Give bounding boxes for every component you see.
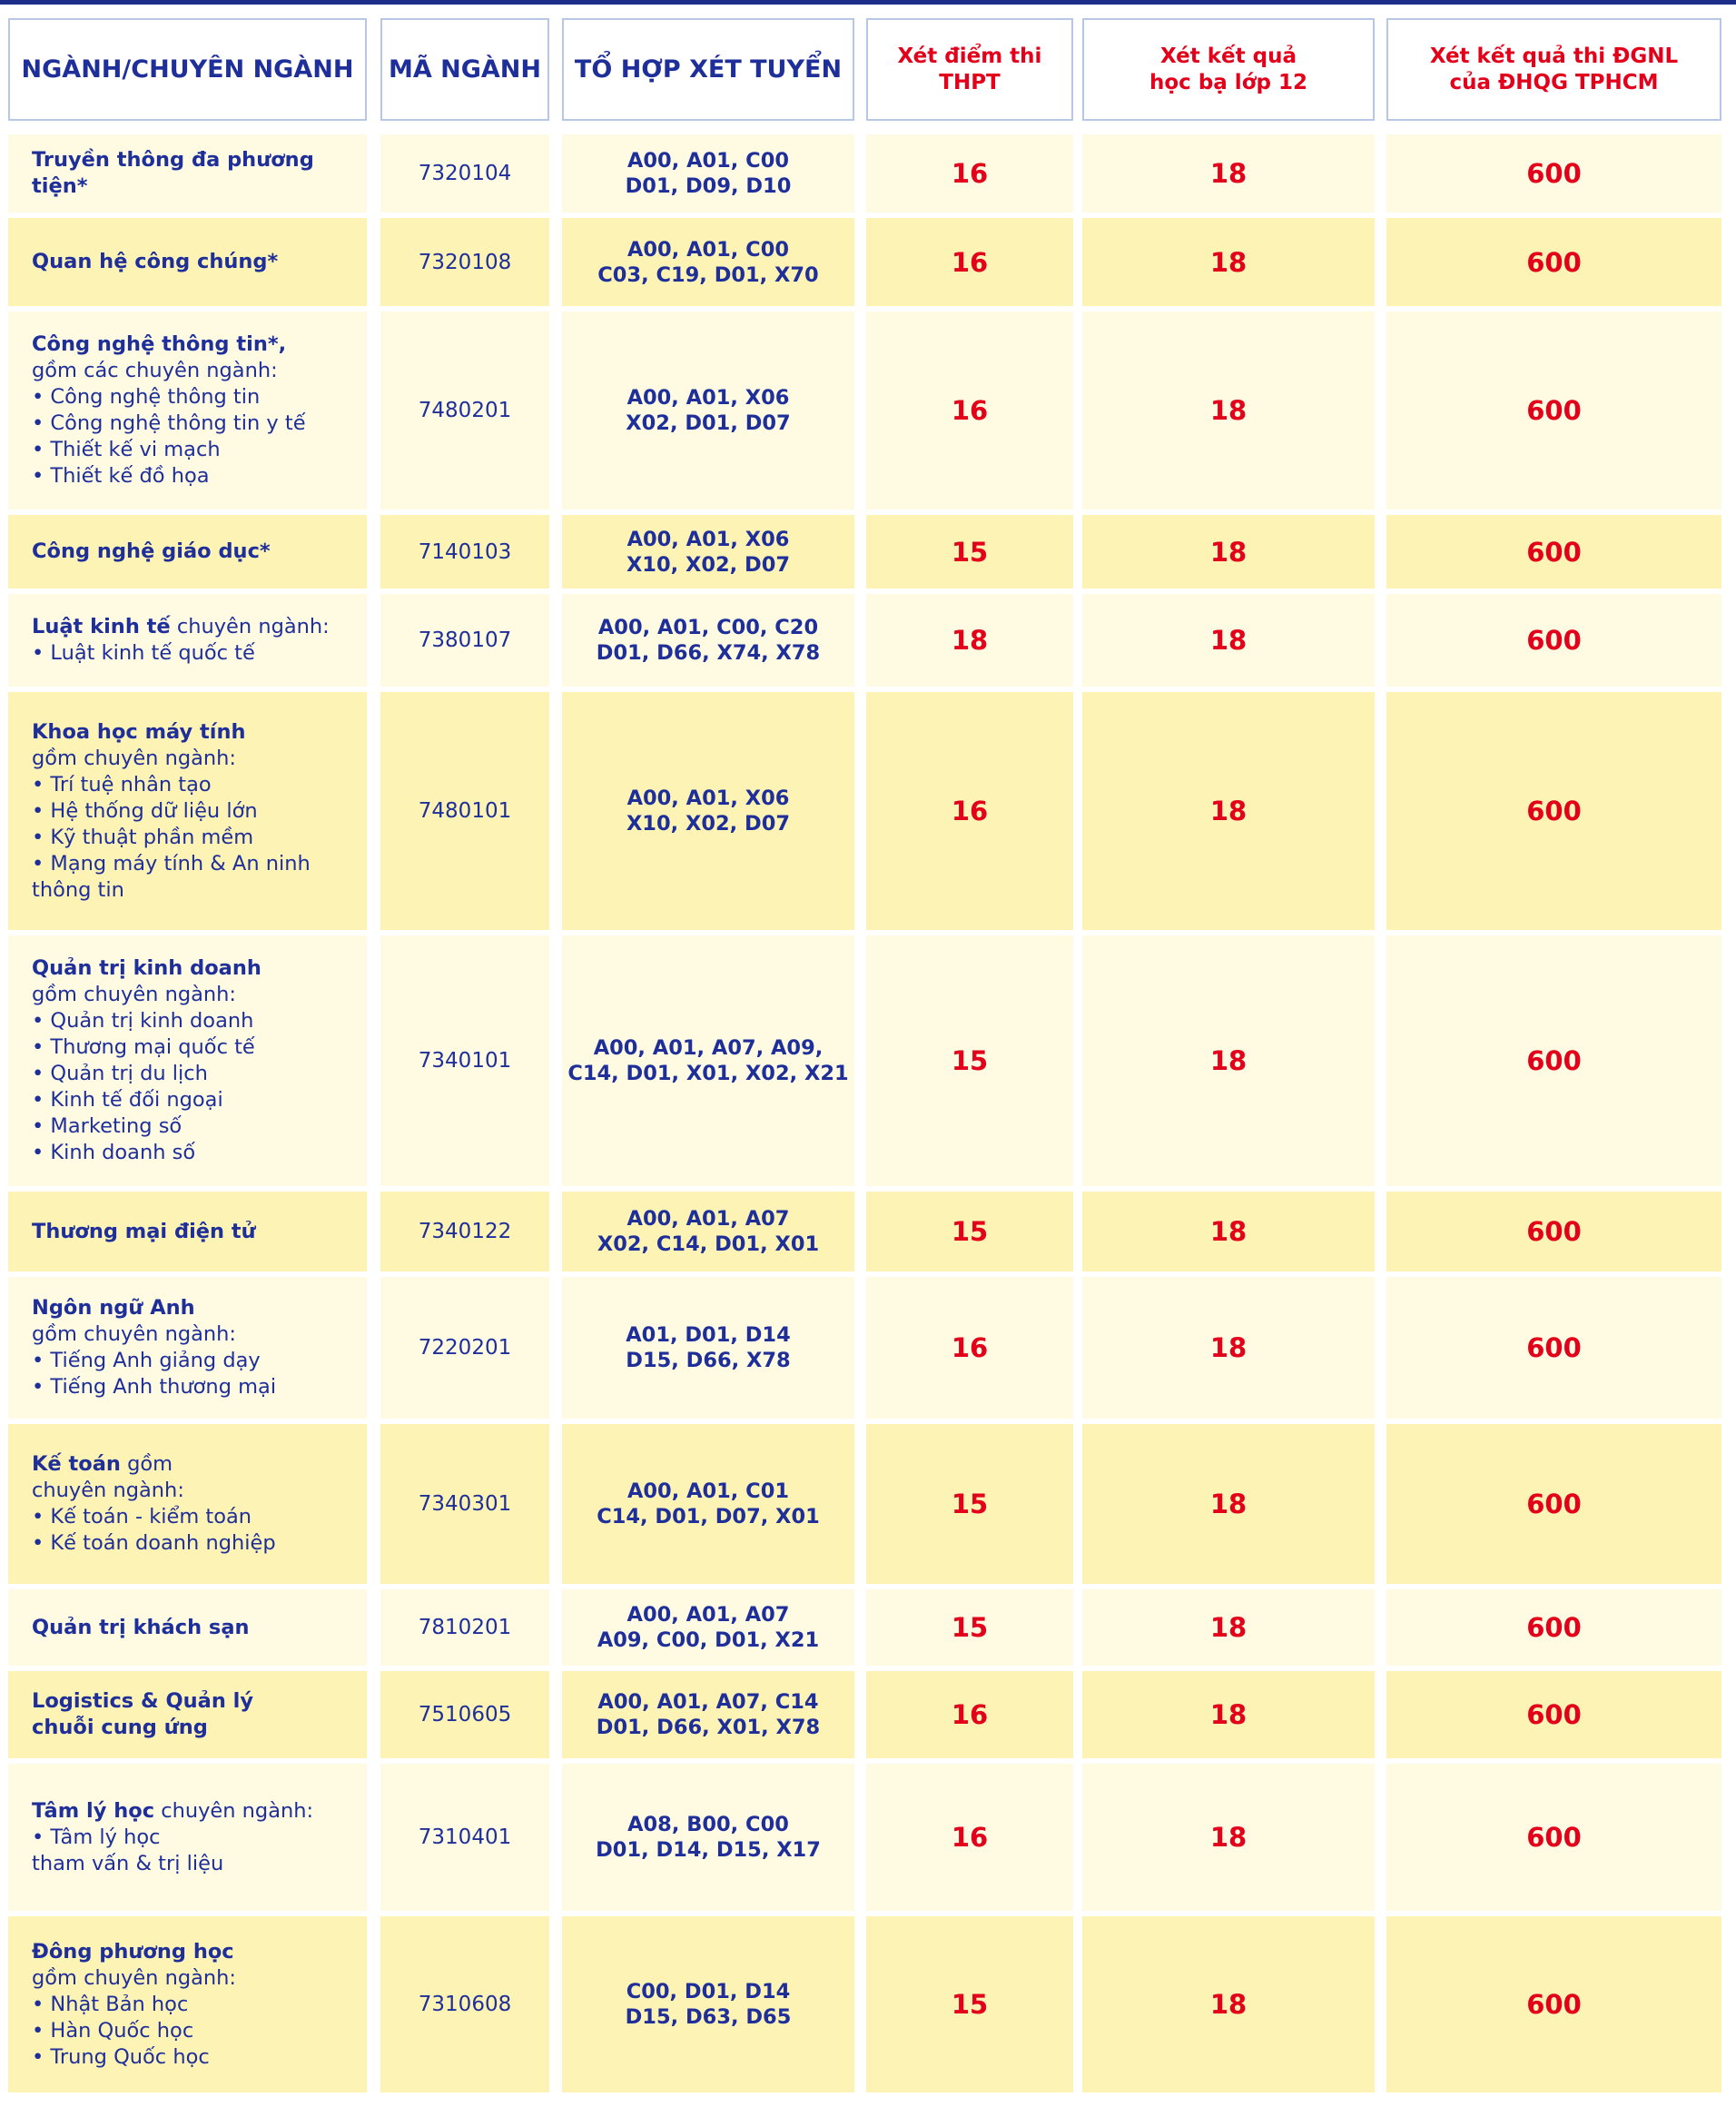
combination-line: C14, D01, D07, X01 xyxy=(597,1505,820,1528)
major-title xyxy=(32,1798,313,1825)
major-name: Đông phương học xyxy=(32,1939,234,1964)
score-hocba: 18 xyxy=(1082,515,1375,589)
combination-line: X02, D01, D07 xyxy=(626,411,791,435)
score-thpt: 16 xyxy=(866,1671,1073,1758)
major-name: Kế toán xyxy=(32,1452,121,1476)
major-title xyxy=(32,1939,234,1965)
major-cell xyxy=(8,218,367,306)
specialization-item: • Marketing số xyxy=(32,1114,182,1138)
major-code: 7380107 xyxy=(380,594,549,687)
score-dgnl: 600 xyxy=(1386,1671,1721,1758)
score-dgnl: 600 xyxy=(1386,312,1721,509)
combination-line: A08, B00, C00 xyxy=(627,1813,789,1836)
major-code: 7510605 xyxy=(380,1671,549,1758)
major-name: Tâm lý học xyxy=(32,1798,155,1823)
major-name: Khoa học máy tính xyxy=(32,719,246,744)
major-code: 7340122 xyxy=(380,1192,549,1271)
score-dgnl: 600 xyxy=(1386,935,1721,1186)
major-code: 7310401 xyxy=(380,1764,549,1911)
specialization-item: • Kinh tế đối ngoại xyxy=(32,1088,223,1112)
major-code: 7140103 xyxy=(380,515,549,589)
subject-combinations xyxy=(562,1764,854,1911)
score-dgnl: 600 xyxy=(1386,692,1721,930)
combination-line: A01, D01, D14 xyxy=(626,1323,791,1347)
specialization-item: • Kinh doanh số xyxy=(32,1141,196,1164)
combination-line: D01, D09, D10 xyxy=(625,174,792,198)
header-text-line: Xét kết quả xyxy=(1160,44,1297,68)
major-title xyxy=(32,1451,173,1478)
combination-line: D01, D14, D15, X17 xyxy=(596,1838,821,1862)
major-code: 7480201 xyxy=(380,312,549,509)
score-hocba: 18 xyxy=(1082,218,1375,306)
combination-line: C00, D01, D14 xyxy=(626,1980,791,2003)
major-title xyxy=(32,539,271,565)
specialization-item: • Thiết kế đồ họa xyxy=(32,464,210,488)
combination-line: X10, X02, D07 xyxy=(626,812,791,836)
score-hocba: 18 xyxy=(1082,1192,1375,1271)
specialization-item: • Luật kinh tế quốc tế xyxy=(32,641,255,665)
subject-combinations xyxy=(562,312,854,509)
subject-combinations xyxy=(562,134,854,213)
specialization-item: • Hàn Quốc học xyxy=(32,2018,194,2043)
score-thpt: 16 xyxy=(866,1277,1073,1419)
specialization-item: • Kế toán doanh nghiệp xyxy=(32,1531,276,1555)
header-text-line: NGÀNH/CHUYÊN NGÀNH xyxy=(21,54,354,84)
score-dgnl: 600 xyxy=(1386,134,1721,213)
major-code: 7340301 xyxy=(380,1424,549,1584)
major-cell xyxy=(8,1764,367,1911)
major-code: 7320104 xyxy=(380,134,549,213)
major-title-suffix: chuyên ngành: xyxy=(154,1798,314,1823)
major-cell xyxy=(8,1589,367,1666)
combination-line: A09, C00, D01, X21 xyxy=(597,1628,820,1652)
header-major xyxy=(8,18,367,121)
major-cell xyxy=(8,935,367,1186)
combination-line: C03, C19, D01, X70 xyxy=(597,262,819,287)
major-title xyxy=(32,249,278,275)
score-hocba: 18 xyxy=(1082,1589,1375,1666)
major-name: Ngôn ngữ Anh xyxy=(32,1296,195,1320)
specialization-item: • Quản trị kinh doanh xyxy=(32,1009,254,1033)
header-text-line: học bạ lớp 12 xyxy=(1149,70,1307,94)
combination-line: A00, A01, A07 xyxy=(626,1603,790,1627)
score-dgnl: 600 xyxy=(1386,594,1721,687)
major-subtitle: gồm các chuyên ngành: xyxy=(32,359,278,382)
major-cell xyxy=(8,1671,367,1758)
major-title xyxy=(32,331,286,358)
combination-line: A00, A01, C00, C20 xyxy=(597,616,819,639)
header-combination xyxy=(562,18,854,121)
score-thpt: 15 xyxy=(866,1916,1073,2092)
combination-line: D15, D66, X78 xyxy=(626,1349,791,1372)
score-thpt: 15 xyxy=(866,1192,1073,1271)
combination-line: D01, D66, X01, X78 xyxy=(596,1716,821,1739)
major-cell xyxy=(8,692,367,930)
subject-combinations xyxy=(562,594,854,687)
major-name: Luật kinh tế xyxy=(32,615,171,638)
major-code: 7320108 xyxy=(380,218,549,306)
score-hocba: 18 xyxy=(1082,594,1375,687)
subject-combinations xyxy=(562,218,854,306)
major-cell xyxy=(8,134,367,213)
subject-combinations xyxy=(562,1589,854,1666)
major-title xyxy=(32,719,246,746)
combination-line: A00, A01, C01 xyxy=(626,1479,790,1503)
header-text-line: MÃ NGÀNH xyxy=(388,54,541,84)
specialization-item: • Công nghệ thông tin xyxy=(32,385,261,409)
subject-combinations xyxy=(562,1671,854,1758)
score-dgnl: 600 xyxy=(1386,1192,1721,1271)
major-cell xyxy=(8,1424,367,1584)
score-dgnl: 600 xyxy=(1386,515,1721,589)
score-thpt: 15 xyxy=(866,1424,1073,1584)
score-thpt: 15 xyxy=(866,515,1073,589)
specialization-item: • Thiết kế vi mạch xyxy=(32,438,221,461)
major-code: 7340101 xyxy=(380,935,549,1186)
score-hocba: 18 xyxy=(1082,1277,1375,1419)
score-thpt: 16 xyxy=(866,692,1073,930)
major-name: Logistics & Quản lý xyxy=(32,1689,254,1713)
score-thpt: 16 xyxy=(866,134,1073,213)
major-name: Quản trị khách sạn xyxy=(32,1615,250,1639)
major-title xyxy=(32,1615,250,1641)
score-hocba: 18 xyxy=(1082,1764,1375,1911)
score-dgnl: 600 xyxy=(1386,218,1721,306)
header-dgnl xyxy=(1386,18,1721,121)
major-title xyxy=(32,1688,253,1715)
major-title xyxy=(32,955,261,982)
major-title-suffix: chuyên ngành: xyxy=(170,615,330,638)
specialization-item: • Quản trị du lịch xyxy=(32,1062,208,1085)
combination-line: A00, A01, X06 xyxy=(626,527,790,551)
subject-combinations xyxy=(562,1916,854,2092)
major-subtitle: gồm chuyên ngành: xyxy=(32,746,237,770)
combination-line: A00, A01, C00 xyxy=(626,237,790,262)
header-thpt xyxy=(866,18,1073,121)
major-subtitle: chuyên ngành: xyxy=(32,1479,184,1502)
score-hocba: 18 xyxy=(1082,1424,1375,1584)
major-title-suffix: gồm xyxy=(120,1452,173,1476)
specialization-item: • Hệ thống dữ liệu lớn xyxy=(32,798,258,823)
subject-combinations xyxy=(562,515,854,589)
specialization-item: thông tin xyxy=(32,877,124,902)
combination-line: A00, A01, C00 xyxy=(626,149,790,173)
score-hocba: 18 xyxy=(1082,1671,1375,1758)
major-title xyxy=(32,1219,256,1245)
subject-combinations xyxy=(562,935,854,1186)
specialization-item: • Công nghệ thông tin y tế xyxy=(32,411,306,435)
score-dgnl: 600 xyxy=(1386,1916,1721,2092)
major-cell xyxy=(8,594,367,687)
header-hocba xyxy=(1082,18,1375,121)
score-thpt: 15 xyxy=(866,935,1073,1186)
major-title xyxy=(32,614,330,640)
combination-line: A00, A01, A07 xyxy=(626,1207,790,1231)
major-name: Quan hệ công chúng* xyxy=(32,250,279,273)
combination-line: A00, A01, X06 xyxy=(626,386,790,410)
major-code: 7810201 xyxy=(380,1589,549,1666)
subject-combinations xyxy=(562,1424,854,1584)
score-hocba: 18 xyxy=(1082,692,1375,930)
specialization-item: • Tiếng Anh giảng dạy xyxy=(32,1349,261,1372)
major-subtitle: gồm chuyên ngành: xyxy=(32,1322,237,1346)
score-hocba: 18 xyxy=(1082,312,1375,509)
major-cell xyxy=(8,1916,367,2092)
major-name: Công nghệ thông tin*, xyxy=(32,332,287,356)
major-cell xyxy=(8,1277,367,1419)
specialization-item: • Mạng máy tính & An ninh xyxy=(32,851,311,875)
header-text-line: của ĐHQG TPHCM xyxy=(1449,70,1659,94)
major-code: 7480101 xyxy=(380,692,549,930)
specialization-item: • Nhật Bản học xyxy=(32,1992,189,2016)
subject-combinations xyxy=(562,1192,854,1271)
combination-line: A00, A01, A07, A09, xyxy=(593,1036,824,1060)
major-subtitle: gồm chuyên ngành: xyxy=(32,1965,237,1990)
subject-combinations xyxy=(562,692,854,930)
score-thpt: 15 xyxy=(866,1589,1073,1666)
specialization-item: • Trung Quốc học xyxy=(32,2044,210,2069)
header-text-line: Xét điểm thi THPT xyxy=(897,44,1042,94)
major-name: Thương mại điện tử xyxy=(32,1219,256,1243)
major-subtitle: gồm chuyên ngành: xyxy=(32,983,237,1006)
major-title xyxy=(32,147,358,200)
score-hocba: 18 xyxy=(1082,1916,1375,2092)
major-code: 7310608 xyxy=(380,1916,549,2092)
combination-line: D15, D63, D65 xyxy=(625,2005,792,2029)
header-code xyxy=(380,18,549,121)
major-name: Công nghệ giáo dục* xyxy=(32,539,271,563)
score-thpt: 16 xyxy=(866,1764,1073,1911)
specialization-item: • Trí tuệ nhân tạo xyxy=(32,772,212,796)
major-name-cont: chuỗi cung ứng xyxy=(32,1716,208,1739)
specialization-item: • Tâm lý học xyxy=(32,1825,161,1849)
score-thpt: 18 xyxy=(866,594,1073,687)
specialization-item: • Kế toán - kiểm toán xyxy=(32,1505,252,1528)
major-cell xyxy=(8,312,367,509)
score-hocba: 18 xyxy=(1082,935,1375,1186)
combination-line: X10, X02, D07 xyxy=(626,552,791,577)
score-thpt: 16 xyxy=(866,312,1073,509)
score-dgnl: 600 xyxy=(1386,1277,1721,1419)
major-cell xyxy=(8,515,367,589)
score-hocba: 18 xyxy=(1082,134,1375,213)
score-thpt: 16 xyxy=(866,218,1073,306)
header-text-line: TỔ HỢP XÉT TUYỂN xyxy=(574,54,843,84)
combination-line: A00, A01, X06 xyxy=(626,786,790,810)
combination-line: A00, A01, A07, C14 xyxy=(597,1690,819,1714)
specialization-item: • Tiếng Anh thương mại xyxy=(32,1375,277,1399)
combination-line: X02, C14, D01, X01 xyxy=(597,1232,820,1256)
major-code: 7220201 xyxy=(380,1277,549,1419)
major-cell xyxy=(8,1192,367,1271)
header-text-line: Xét kết quả thi ĐGNL xyxy=(1429,44,1679,68)
major-name: Truyền thông đa phương tiện* xyxy=(32,148,314,198)
combination-line: D01, D66, X74, X78 xyxy=(596,641,821,665)
specialization-cont: tham vấn & trị liệu xyxy=(32,1851,224,1875)
specialization-item: • Kỹ thuật phần mềm xyxy=(32,825,254,849)
subject-combinations xyxy=(562,1277,854,1419)
score-dgnl: 600 xyxy=(1386,1589,1721,1666)
score-dgnl: 600 xyxy=(1386,1424,1721,1584)
major-name: Quản trị kinh doanh xyxy=(32,956,261,980)
major-title xyxy=(32,1295,195,1321)
score-dgnl: 600 xyxy=(1386,1764,1721,1911)
combination-line: C14, D01, X01, X02, X21 xyxy=(567,1062,849,1085)
specialization-item: • Thương mại quốc tế xyxy=(32,1035,255,1059)
